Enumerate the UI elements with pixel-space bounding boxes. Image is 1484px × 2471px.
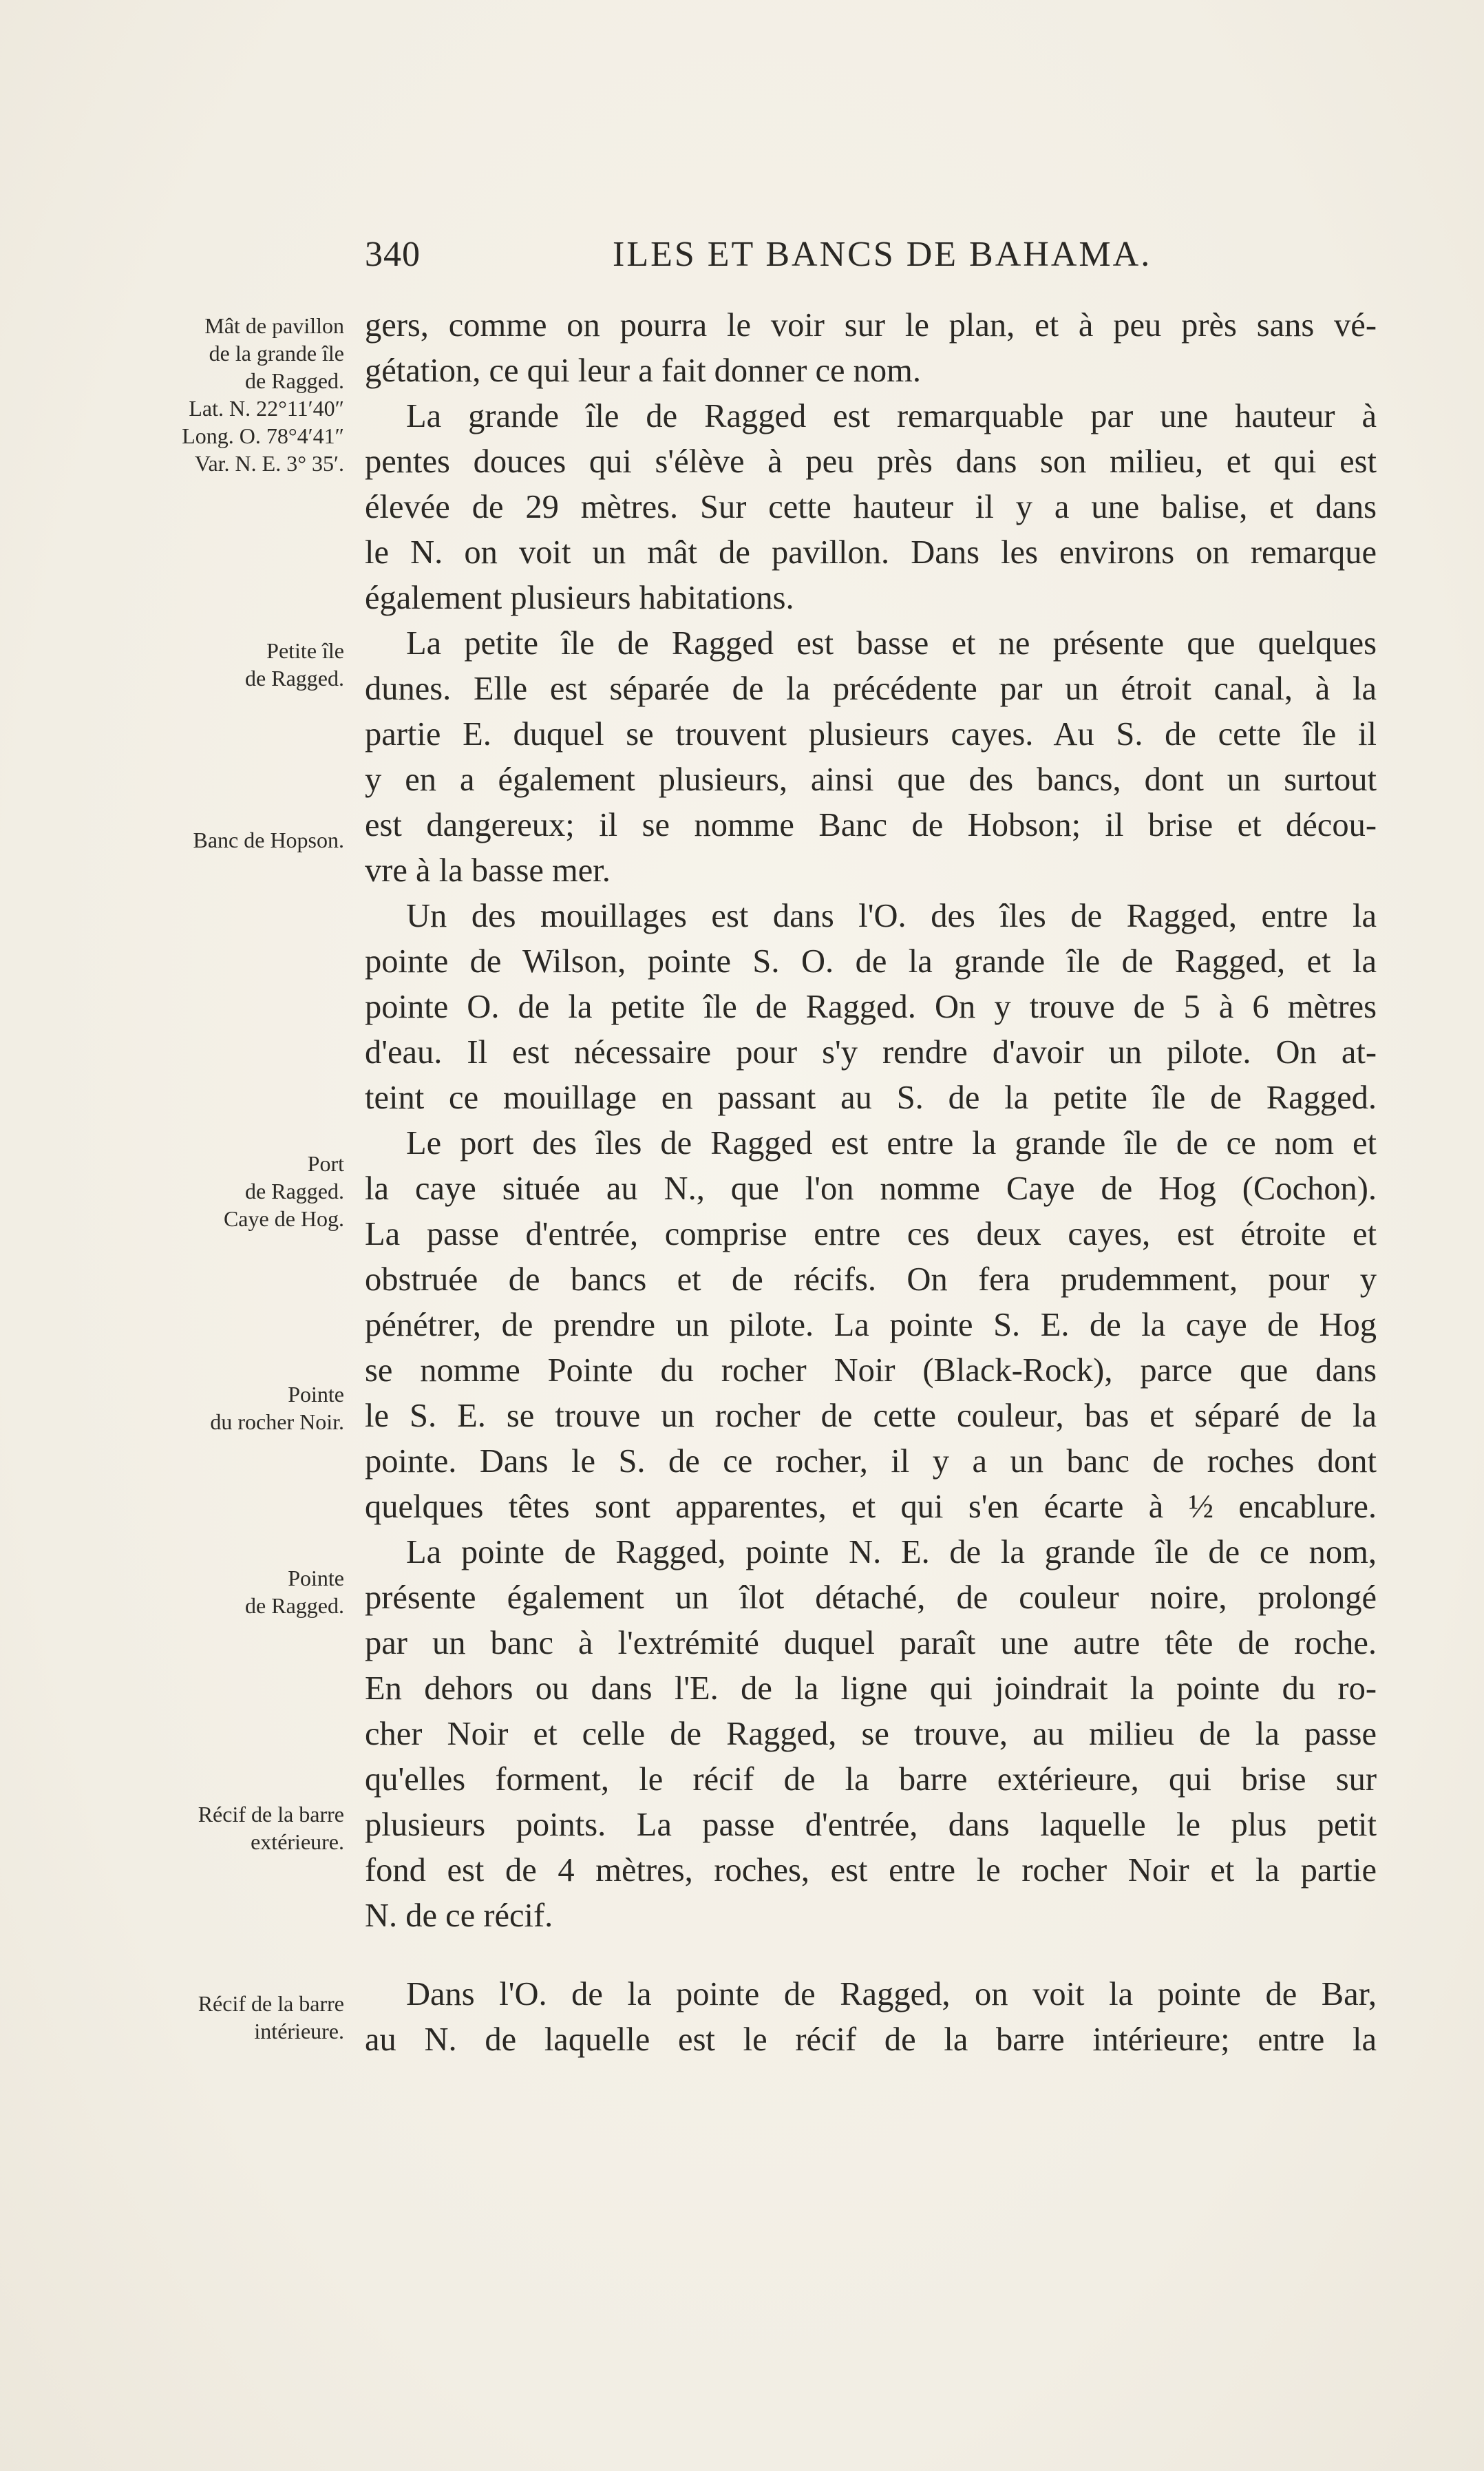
text-line: plusieurs points. La passe d'entrée, dans laquelle le plus petit bbox=[365, 1807, 1377, 1843]
text-line: vre à la basse mer. bbox=[365, 852, 611, 889]
text-line: pointe O. de la petite île de Ragged. On y trouve de 5 à 6 mètres bbox=[365, 989, 1377, 1025]
margin-note-line: de Ragged. bbox=[245, 1179, 344, 1203]
text-line: pointe de Wilson, pointe S. O. de la grande île de Ragged, et la bbox=[365, 943, 1377, 980]
text-line: En dehors ou dans l'E. de la ligne qui joindrait la pointe du ro- bbox=[365, 1670, 1377, 1707]
page-header bbox=[365, 234, 1377, 289]
margin-note-line: Var. N. E. 3° 35′. bbox=[194, 451, 344, 476]
text-line: dunes. Elle est séparée de la précédente par un étroit canal, à la bbox=[365, 671, 1377, 707]
margin-note-port-de-ragged bbox=[103, 1150, 344, 1232]
margin-note-line: Récif de la barre bbox=[198, 1802, 344, 1827]
margin-note-mat-de-pavillon bbox=[103, 312, 344, 477]
text-line: élevée de 29 mètres. Sur cette hauteur il y a une balise, et dans bbox=[365, 489, 1377, 525]
margin-note-line: intérieure. bbox=[254, 2019, 344, 2043]
text-line: d'eau. Il est nécessaire pour s'y rendre d'avoir un pilote. On at- bbox=[365, 1034, 1377, 1071]
text-line: présente également un îlot détaché, de couleur noire, prolongé bbox=[365, 1579, 1377, 1616]
margin-note-line: Mât de pavillon bbox=[204, 313, 344, 338]
text-line: est dangereux; il se nomme Banc de Hobson; il brise et décou- bbox=[365, 807, 1377, 843]
text-line: La grande île de Ragged est remarquable par une hauteur à bbox=[406, 398, 1377, 434]
margin-note-line: Port bbox=[307, 1151, 344, 1176]
text-line: Un des mouillages est dans l'O. des îles de Ragged, entre la bbox=[406, 898, 1377, 934]
margin-note-line: de Ragged. bbox=[245, 666, 344, 691]
text-line: au N. de laquelle est le récif de la barre intérieure; entre la bbox=[365, 2021, 1377, 2058]
margin-note-line: Pointe bbox=[288, 1382, 344, 1407]
text-line: le N. on voit un mât de pavillon. Dans les environs on remarque bbox=[365, 534, 1377, 571]
margin-note-line: Petite île bbox=[266, 638, 344, 663]
text-line: La passe d'entrée, comprise entre ces deux cayes, est étroite et bbox=[365, 1216, 1377, 1252]
text-line: La pointe de Ragged, pointe N. E. de la grande île de ce nom, bbox=[406, 1534, 1377, 1570]
text-line: pointe. Dans le S. de ce rocher, il y a un banc de roches dont bbox=[365, 1443, 1377, 1480]
text-line: par un banc à l'extrémité duquel paraît une autre tête de roche. bbox=[365, 1625, 1377, 1661]
text-line: la caye située au N., que l'on nomme Caye de Hog (Cochon). bbox=[365, 1170, 1377, 1207]
text-line: gétation, ce qui leur a fait donner ce nom. bbox=[365, 353, 922, 389]
margin-note-line: Long. O. 78°4′41″ bbox=[182, 423, 344, 448]
margin-note-petite-ile bbox=[103, 637, 344, 692]
text-line: Le port des îles de Ragged est entre la grande île de ce nom et bbox=[406, 1125, 1377, 1161]
margin-note-line: du rocher Noir. bbox=[210, 1409, 344, 1434]
margin-note-line: Pointe bbox=[288, 1566, 344, 1590]
margin-note-line: de la grande île bbox=[209, 341, 344, 366]
margin-note-pointe-de-ragged bbox=[103, 1564, 344, 1619]
page-number: 340 bbox=[365, 235, 421, 274]
margin-note-line: Banc de Hopson. bbox=[193, 828, 344, 852]
margin-note-recif-barre-interieure bbox=[103, 1990, 344, 2045]
margin-note-line: Récif de la barre bbox=[198, 1991, 344, 2016]
text-line: pénétrer, de prendre un pilote. La pointe S. E. de la caye de Hog bbox=[365, 1307, 1377, 1343]
text-line: y en a également plusieurs, ainsi que des bancs, dont un surtout bbox=[365, 761, 1377, 798]
margin-note-line: de Ragged. bbox=[245, 1593, 344, 1618]
margin-note-line: Lat. N. 22°11′40″ bbox=[189, 396, 344, 421]
text-line: cher Noir et celle de Ragged, se trouve, au milieu de la passe bbox=[365, 1716, 1377, 1752]
text-line: partie E. duquel se trouvent plusieurs cayes. Au S. de cette île il bbox=[365, 716, 1377, 753]
text-line: Dans l'O. de la pointe de Ragged, on voit la pointe de Bar, bbox=[406, 1976, 1377, 2012]
text-line: obstruée de bancs et de récifs. On fera prudemment, pour y bbox=[365, 1261, 1377, 1298]
margin-note-line: Caye de Hog. bbox=[223, 1206, 344, 1231]
margin-note-pointe-du-rocher-noir bbox=[103, 1380, 344, 1436]
text-line: qu'elles forment, le récif de la barre extérieure, qui brise sur bbox=[365, 1761, 1377, 1798]
text-line: La petite île de Ragged est basse et ne présente que quelques bbox=[406, 625, 1377, 662]
margin-note-banc-de-hopson bbox=[103, 826, 344, 854]
text-line: quelques têtes sont apparentes, et qui s'en écarte à ½ encablure. bbox=[365, 1489, 1377, 1525]
text-line: se nomme Pointe du rocher Noir (Black-Rock), parce que dans bbox=[365, 1352, 1377, 1389]
running-title: ILES ET BANCS DE BAHAMA. bbox=[613, 235, 1152, 274]
text-line: N. de ce récif. bbox=[365, 1897, 553, 1934]
margin-notes bbox=[103, 0, 344, 2471]
margin-note-line: extérieure. bbox=[251, 1829, 344, 1854]
margin-note-recif-barre-exterieure bbox=[103, 1800, 344, 1855]
margin-note-line: de Ragged. bbox=[245, 368, 344, 393]
text-line: également plusieurs habitations. bbox=[365, 580, 794, 616]
text-line: fond est de 4 mètres, roches, est entre le rocher Noir et la partie bbox=[365, 1852, 1377, 1889]
text-line: gers, comme on pourra le voir sur le plan, et à peu près sans vé- bbox=[365, 307, 1377, 344]
text-line: le S. E. se trouve un rocher de cette couleur, bas et séparé de la bbox=[365, 1398, 1377, 1434]
text-line: teint ce mouillage en passant au S. de la petite île de Ragged. bbox=[365, 1080, 1377, 1116]
text-line: pentes douces qui s'élève à peu près dans son milieu, et qui est bbox=[365, 443, 1377, 480]
